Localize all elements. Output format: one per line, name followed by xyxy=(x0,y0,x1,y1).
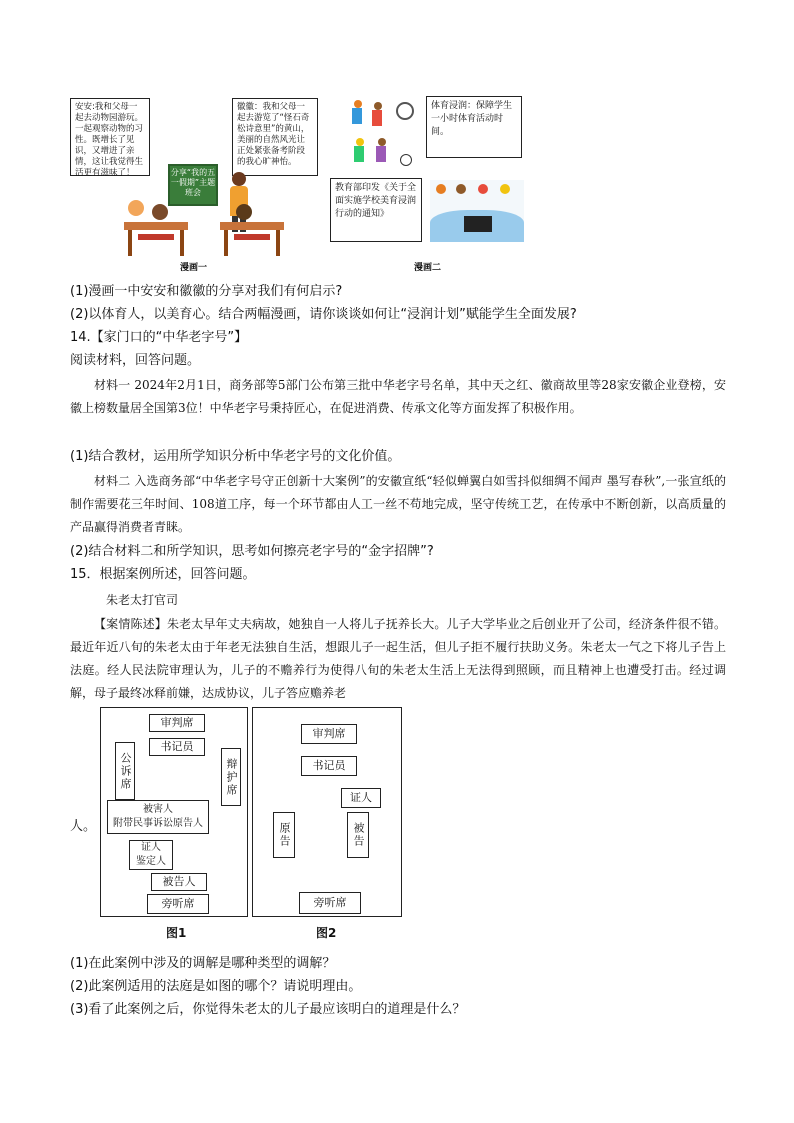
sports-kids-illustration xyxy=(348,98,418,168)
anan-speech-bubble: 安安:我和父母一起去动物园游玩。一起观察动物的习性。既增长了见识，又增进了亲情，这让我觉得生活更有滋味了！ xyxy=(70,98,150,176)
courtroom-figure-two xyxy=(252,707,402,917)
q14-part2: (2)结合材料二和所学知识，思考如何擦亮老字号的“金字招牌”? xyxy=(70,544,434,559)
fig2-judge-seat: 审判席 xyxy=(301,724,357,744)
fig2-defendant-seat: 被告 xyxy=(347,812,369,858)
huihui-speech-bubble: 徽徽：我和父母一起去游览了“怪石奇松诗意里”的黄山，美丽的自然风光让正处紧张备考阶段的我心旷神怡。 xyxy=(232,98,318,176)
board-text: 分享“我的五一假期”主题班会 xyxy=(170,168,216,197)
comic-one xyxy=(68,92,318,273)
fig1-defense-seat: 辩护席 xyxy=(221,748,241,806)
q14-part1: (1)结合教材，运用所学知识分析中华老字号的文化价值。 xyxy=(70,449,401,464)
q15-case-title: 朱老太打官司 xyxy=(106,593,179,607)
student-desks xyxy=(124,200,314,262)
fig1-clerk-seat: 书记员 xyxy=(149,738,205,756)
q14-title: 14.【家门口的“中华老字号”】 xyxy=(70,330,248,345)
fig2-clerk-seat: 书记员 xyxy=(301,756,357,776)
comic-two xyxy=(330,92,530,273)
fig2-witness-seat: 证人 xyxy=(341,788,381,808)
comic-two-caption: 漫画二 xyxy=(414,263,442,273)
aesthetic-education-bubble: 教育部印发《关于全面实施学校美育浸润行动的通知》 xyxy=(330,178,422,242)
fig1-judge-seat: 审判席 xyxy=(149,714,205,732)
fig1-victim-seat: 被害人 附带民事诉讼原告人 xyxy=(107,800,209,834)
courtroom-figure-one xyxy=(100,707,248,917)
q14-material-two: 材料二 入选商务部“中华老字号守正创新十大案例”的安徽宣纸“轻似蝉翼白如雪抖似细绸不闻声 墨写春秋”,一张宣纸的制作需要花三年时间、108道工序，每一个环节都由人工一丝不苟地完成，坚守传统工艺，在传承中不断创新，以高质量的产品赢得消费者青睐。 xyxy=(70,474,726,534)
q15-part1: (1)在此案例中涉及的调解是哪种类型的调解？ xyxy=(70,956,336,971)
fig1-prosecution-seat: 公诉席 xyxy=(115,742,135,800)
fig1-defendant-seat: 被告人 xyxy=(151,873,207,891)
q13-part1: (1)漫画一中安安和徽徽的分享对我们有何启示? xyxy=(70,284,343,299)
q15-case-text: 【案情陈述】朱老太早年丈夫病故，她独自一人将儿子抚养长大。儿子大学毕业之后创业开了公司，经济条件很不错。最近年近八旬的朱老太由于年老无法独自生活，想跟儿子一起生活，但儿子拒不履行扶助义务。朱老太一气之下将儿子告上法庭。经人民法院审理认为，儿子的不赡养行为使得八旬的朱老太生活上无法得到照顾，而且精神上也遭受打击。经过调解，母子最终冰释前嫌，达成协议，儿子答应赡养老 xyxy=(70,617,726,700)
fig2-plaintiff-seat: 原告 xyxy=(273,812,295,858)
physical-education-bubble: 体育浸润：保障学生一小时体育活动时间。 xyxy=(426,96,522,158)
q14-material-one: 材料一 2024年2月1日，商务部等5部门公布第三批中华老字号名单，其中天之红、徽商故里等28家安徽企业登榜，安徽上榜数量居全国第3位！中华老字号秉持匠心，在促进消费、传承文化等方面发挥了积极作用。 xyxy=(70,378,726,415)
q15-case-end: 人。 xyxy=(70,819,97,834)
comic-one-caption: 漫画一 xyxy=(180,263,208,273)
figure-one-label: 图1 xyxy=(166,926,187,940)
q13-part2: (2)以体育人，以美育心。结合两幅漫画，请你谈谈如何让“浸润计划”赋能学生全面发展? xyxy=(70,307,577,322)
fig1-gallery-seat: 旁听席 xyxy=(147,894,209,914)
q15-title: 15．根据案例所述，回答问题。 xyxy=(70,567,256,582)
art-class-illustration xyxy=(430,180,524,242)
figure-two-label: 图2 xyxy=(316,926,337,940)
q15-part3: (3)看了此案例之后，你觉得朱老太的儿子最应该明白的道理是什么？ xyxy=(70,1002,466,1017)
fig1-witness-seat: 证人 鉴定人 xyxy=(129,840,173,870)
q14-intro: 阅读材料，回答问题。 xyxy=(70,353,201,368)
fig2-gallery-seat: 旁听席 xyxy=(299,892,361,914)
q15-part2: (2)此案例适用的法庭是如图的哪个？请说明理由。 xyxy=(70,979,362,994)
